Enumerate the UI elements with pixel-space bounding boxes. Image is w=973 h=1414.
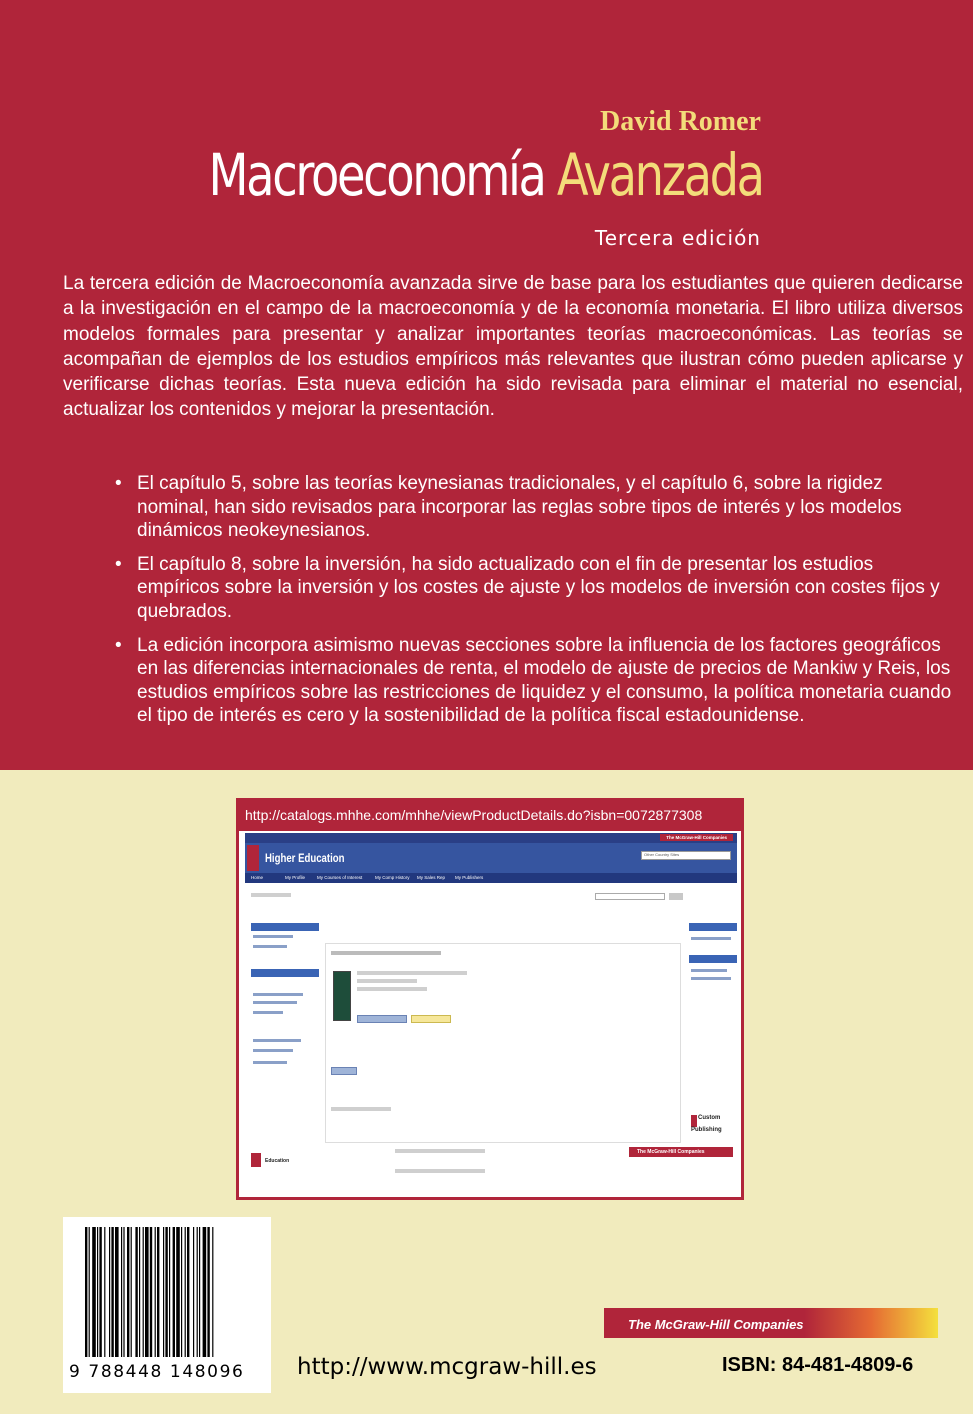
screenshot-footer-line	[395, 1169, 485, 1173]
screenshot-custom-publishing: Custom Publishing	[691, 1115, 722, 1133]
screenshot-top-bar	[245, 833, 737, 843]
screenshot-sidebar-line	[253, 1001, 297, 1004]
list-item	[115, 634, 955, 728]
bullet-icon: •	[115, 473, 122, 494]
website-screenshot	[236, 798, 744, 1200]
book-title-part2: Avanzada	[557, 141, 763, 209]
bullet-icon: •	[115, 553, 122, 575]
screenshot-right-line	[691, 937, 731, 940]
list-item-text: El capítulo 5, sobre las teorías keynesianas tradicionales, y el capítulo 6, sobre la rigidez nominal, han sido revisados para incorporar las reglas sobre tipos de interés y los modelos dinámicos neokeynesianos.	[137, 473, 902, 542]
screenshot-nav-item: My Comp History	[375, 875, 410, 880]
intro-paragraph: La tercera edición de Macroeconomía avanzada sirve de base para los estudiantes que quieren dedicarse a la investigación en el campo de la macroeconomía y de la economía monetaria. El libro utiliza diversos modelos formales para presentar y analizar importantes teorías macroeconómicas. Las teorías se acompañan de ejemplos de los estudios empíricos más relevantes que ilustran cómo pueden aplicarse y verificarse dichas teorías. Esta nueva edición ha sido revisada para eliminar el material no esencial, actualizar los contenidos y mejorar la presentación.	[63, 273, 963, 421]
screenshot-sidebar-line	[253, 935, 293, 938]
publisher-banner	[604, 1308, 938, 1338]
screenshot-site-title: Higher Education	[265, 851, 345, 865]
publisher-banner-text: The McGraw-Hill Companies	[628, 1317, 804, 1332]
screenshot-right-header	[689, 955, 737, 963]
list-item-text: El capítulo 8, sobre la inversión, ha sido actualizado con el fin de presentar los estudios empíricos sobre la inversión y los costes de ajuste y los modelos de inversión con costes fijos y quebrados.	[137, 553, 940, 622]
bullet-icon: •	[115, 634, 122, 656]
screenshot-nav-item: My Publishers	[455, 875, 484, 880]
book-title-part1: Macroeconomía	[208, 141, 545, 209]
screenshot-search-box	[595, 893, 665, 900]
custom-publishing-icon	[691, 1115, 697, 1127]
screenshot-sidebar-line	[253, 1011, 283, 1014]
screenshot-country-select: Other Country Sites	[641, 851, 731, 860]
screenshot-right-header	[689, 923, 737, 931]
screenshot-button	[331, 1067, 357, 1075]
list-item	[115, 472, 955, 543]
list-item-text: La edición incorpora asimismo nuevas secciones sobre la influencia de los factores geográficos en las diferencias internacionales de renta, el modelo de ajuste de precios de Mankiw y Reis, los estudios empíricos sobre las restricciones de liquidez y el consumo, la política monetaria cuando el tipo de interés es cero y la sostenibilidad de la política fiscal estadounidense.	[137, 634, 952, 727]
screenshot-text-line	[357, 987, 427, 991]
screenshot-nav	[245, 873, 737, 883]
screenshot-top-company: The McGraw-Hill Companies	[660, 834, 733, 841]
screenshot-sidebar-line	[253, 1049, 293, 1052]
screenshot-text-line	[357, 971, 467, 975]
screenshot-header	[245, 843, 737, 873]
screenshot-button	[357, 1015, 407, 1023]
screenshot-text-line	[357, 979, 417, 983]
screenshot-sidebar-line	[253, 993, 303, 996]
barcode-panel	[63, 1217, 271, 1393]
screenshot-sidebar-line	[253, 1039, 301, 1042]
screenshot-text-line	[331, 1107, 391, 1111]
screenshot-add-cart-button	[411, 1015, 451, 1023]
screenshot-nav-item: My Profile	[285, 875, 306, 880]
list-item	[115, 553, 955, 624]
screenshot-footer-company: The McGraw-Hill Companies	[629, 1147, 733, 1157]
screenshot-nav-item: My Courses of Interest	[317, 875, 363, 880]
barcode-digits: 9 788448 148096	[69, 1362, 245, 1382]
screenshot-search-button	[669, 893, 683, 900]
screenshot-sidebar-line	[253, 1061, 287, 1064]
screenshot-page	[245, 833, 737, 1197]
screenshot-right-line	[691, 977, 731, 980]
book-title	[208, 141, 763, 209]
feature-list	[115, 472, 955, 738]
edition-label: Tercera edición	[594, 226, 761, 250]
mcgraw-hill-logo-icon	[247, 845, 259, 871]
barcode-icon	[85, 1227, 257, 1357]
screenshot-book-cover	[333, 971, 351, 1021]
screenshot-footer-line	[395, 1149, 485, 1153]
author-name: David Romer	[600, 106, 761, 137]
isbn-label: ISBN: 84-481-4809-6	[722, 1354, 914, 1376]
screenshot-sidebar-line	[253, 945, 287, 948]
screenshot-url: http://catalogs.mhhe.com/mhhe/viewProductDetails.do?isbn=0072877308	[239, 801, 741, 831]
screenshot-footer-logo-icon	[251, 1153, 261, 1167]
screenshot-sidebar-header	[251, 923, 319, 931]
screenshot-sidebar-header	[251, 969, 319, 977]
screenshot-right-line	[691, 969, 727, 972]
screenshot-nav-item: Home	[251, 875, 264, 880]
publisher-website: http://www.mcgraw-hill.es	[297, 1354, 597, 1380]
screenshot-text-line	[251, 893, 291, 897]
screenshot-product-title-line	[331, 951, 441, 955]
screenshot-footer-education: Education	[265, 1158, 290, 1164]
screenshot-nav-item: My Sales Rep	[417, 875, 446, 880]
